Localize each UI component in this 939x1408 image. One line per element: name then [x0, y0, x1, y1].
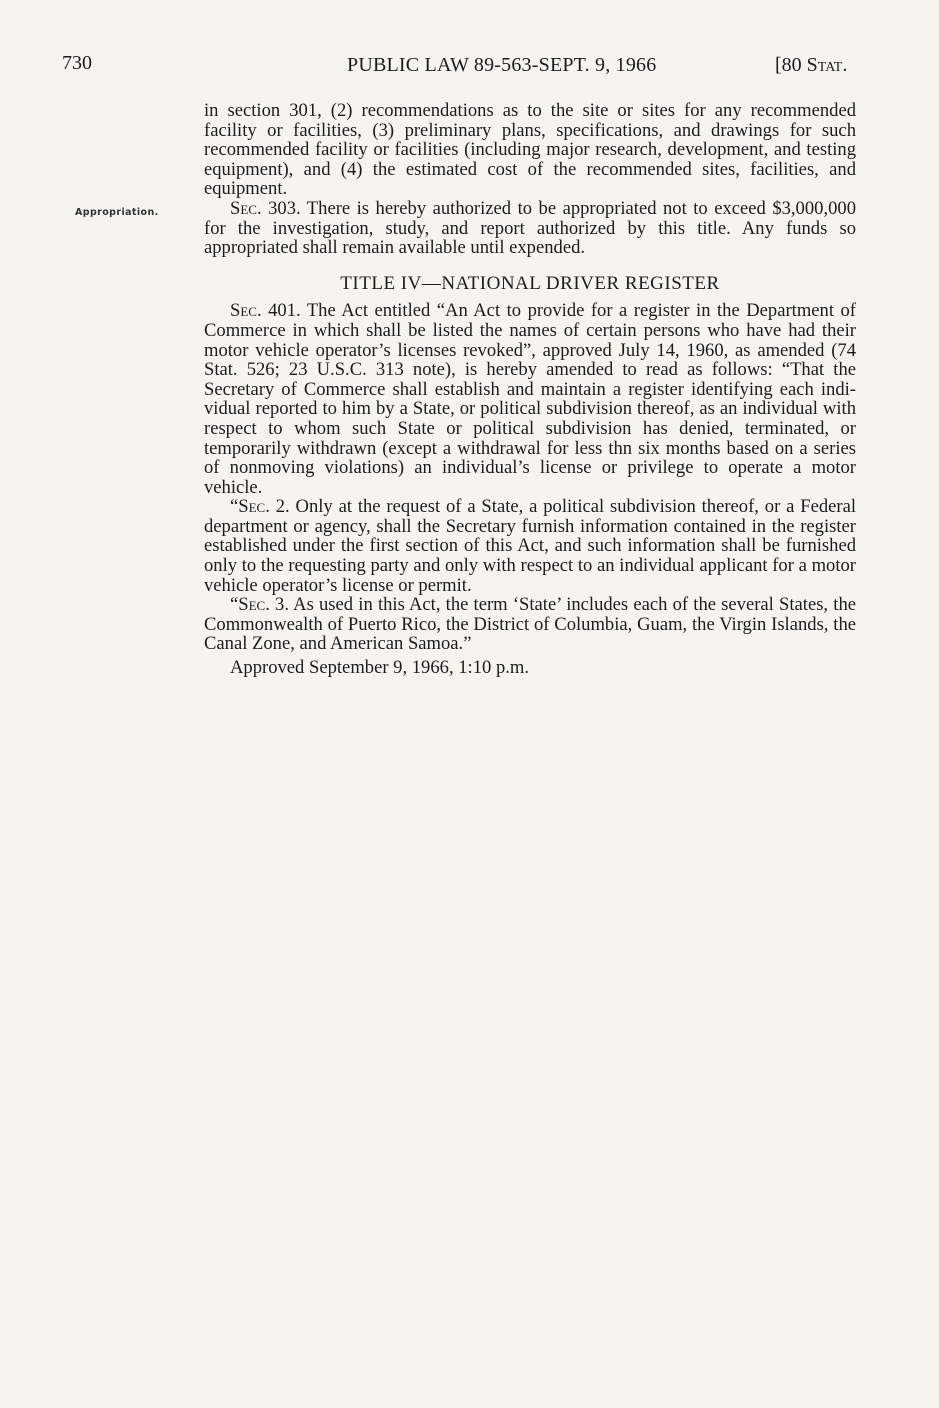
section-label: Sec.: [230, 197, 262, 219]
running-head: PUBLIC LAW 89-563-SEPT. 9, 1966: [347, 54, 657, 76]
section-label: “Sec.: [230, 594, 270, 616]
section-text: 401. The Act entitled “An Act to provide for a register in the Department of Commerce in which shall be listed the names of certain persons who have had their motor vehicle operator’s licenses revoked”, approved July 14, 1960, as amended (74 Stat. 526; 23 U.S.C. 313 note), is hereby amended to read as follows: “That the Secretary of Commerce shall establish and maintain a register identifying each individual reported to him by a State, or political subdivision thereof, as an individual with respect to whom such State or political subdivision has denied, terminated, or temporarily withdrawn (except a withdrawal for less thn six months based on a series of nonmoving violations) an individual’s license or privilege to operate a motor vehicle.: [204, 300, 856, 498]
section-label: “Sec.: [230, 496, 270, 518]
section-label: Sec.: [230, 300, 262, 322]
section-text: 3. As used in this Act, the term ‘State’ includes each of the several States, the Commonwealth of Puerto Rico, the District of Columbia, Guam, the Virgin Islands, the Canal Zone, and American Samoa.”: [204, 594, 856, 655]
approval-line: Approved September 9, 1966, 1:10 p.m.: [230, 657, 530, 679]
margin-note-appropriation: Appropriation.: [75, 207, 159, 218]
section-401: [204, 301, 856, 497]
title-heading: TITLE IV—NATIONAL DRIVER REGISTER: [340, 272, 720, 294]
section-3: [204, 595, 856, 654]
page-header: [0, 52, 939, 82]
section-text: 303. There is hereby authorized to be appropriated not to exceed $3,000,000 for the investigation, study, and report authorized by this title. Any funds so appropriated shall remain available until expended.: [204, 197, 856, 259]
statute-volume: [80: [775, 54, 807, 76]
section-2: [204, 497, 856, 595]
paragraph-continuation: in section 301, (2) recommendations as to the site or sites for any recommended facility or facilities, (3) preliminary plans, specifications, and drawings for such recommended facility or facilities (including major research, development, and testing equipment), and (4) the estimated cost of the recommended sites, facilities, and equipment.: [204, 100, 856, 200]
page-number: 730: [62, 52, 92, 74]
statute-reference: [775, 54, 847, 77]
section-303: [204, 199, 856, 258]
section-text: 2. Only at the request of a State, a political subdivision thereof, or a Federal department or agency, shall the Secretary furnish information contained in the register established under the first section of this Act, and such information shall be furnished only to the requesting party and only with respect to an individual applicant for a motor vehicle operator’s license or permit.: [204, 496, 856, 596]
body-text: [204, 101, 856, 678]
statute-label: Stat.: [806, 54, 848, 76]
